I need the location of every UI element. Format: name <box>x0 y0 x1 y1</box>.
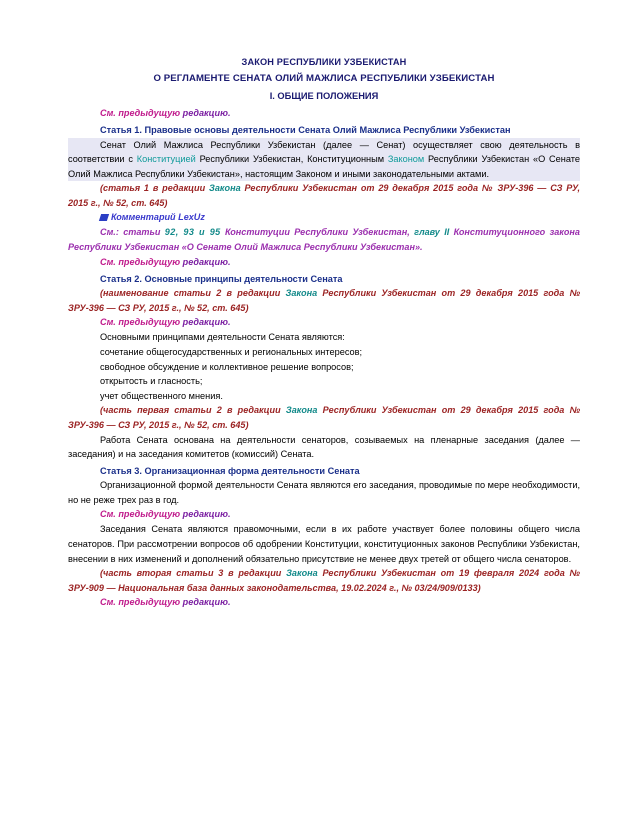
link-constitution-articles[interactable]: 92, 93 и 95 <box>164 227 221 238</box>
article-2-attrib-post: Республики Узбекистан от 29 декабря 2015 года № ЗРУ-396 — СЗ РУ, 2015 г., № 52, ст. 645) <box>68 288 581 313</box>
lexuz-comment-label: Комментарий LexUz <box>111 212 205 223</box>
article-2-attrib2-post: Республики Узбекистан от 29 декабря 2015 года № ЗРУ-396 — СЗ РУ, 2015 г., № 52, ст. 645) <box>68 405 580 430</box>
flag-icon <box>99 214 109 221</box>
article-1-body <box>68 138 580 182</box>
article-2-closing-body: Работа Сената основана на деятельности сенаторов, созываемых на пленарные заседания (далее — заседания) и на заседания комитетов (комиссий) Сената. <box>68 434 580 460</box>
article-3-attrib-post: Республики Узбекистан от 19 февраля 2024 года № ЗРУ-909 — Национальная база данных законодательства, 19.02.2024 г., № 03/24/909/0133) <box>68 568 580 593</box>
see-previous-edition-4-text-b: редакцию. <box>180 509 231 520</box>
link-constitutional-law[interactable]: Законом <box>387 154 425 165</box>
article-2-heading: Статья 2. Основные принципы деятельности Сената <box>100 273 343 284</box>
article-1-attribution <box>68 181 580 210</box>
see-also-post: Конституционного закона Республики Узбекистан «О Сенате Олий Мажлиса Республики Узбекистан». <box>68 227 580 253</box>
link-law-reference-3[interactable]: Закона <box>285 405 318 416</box>
article-2-attrib-pre: (наименование статьи 2 в редакции <box>100 288 286 299</box>
article-2-principle-2: свободное обсуждение и коллективное решение вопросов; <box>100 361 354 372</box>
article-2-title-attribution <box>68 286 580 315</box>
document-header <box>68 55 580 104</box>
see-also-mid: Конституции Республики Узбекистан, <box>220 227 415 238</box>
see-previous-edition-5-text-a: См. предыдущую <box>100 597 181 608</box>
article-1-body-part1: Сенат Олий Мажлиса Республики Узбекистан (далее — Сенат) осуществляет свою деятельность в соответствии с <box>68 139 580 165</box>
article-2-principle-4: учет общественного мнения. <box>100 390 223 401</box>
see-previous-edition-5-text-b: редакцию. <box>180 597 231 608</box>
article-3-body-1: Организационной формой деятельности Сената являются его заседания, проводимые по мере необходимости, но не реже трех раз в год. <box>68 480 580 505</box>
article-1-see-also <box>68 225 580 254</box>
article-3-attribution <box>68 566 580 595</box>
see-also-pre: См.: статьи <box>100 227 165 238</box>
article-1-heading: Статья 1. Правовые основы деятельности Сената Олий Мажлиса Республики Узбекистан <box>100 125 511 135</box>
article-3-body-2: Заседания Сената являются правомочными, если в их работе участвует более половины общего числа сенаторов. При рассмотрении вопросов об одобрении Конституции, конституционных законов Республики Узбекистан, внесении в них изменений и дополнений обязательно присутствие не менее двух третей от общего числа сенаторов. <box>68 524 580 564</box>
article-3-heading: Статья 3. Организационная форма деятельности Сената <box>100 465 360 476</box>
see-previous-edition-link[interactable] <box>68 106 580 121</box>
link-law-reference-2[interactable]: Закона <box>285 288 318 299</box>
article-1-attrib-post: Республики Узбекистан от 29 декабря 2015 года № ЗРУ-396 — СЗ РУ, 2015 г., № 52, ст. 645) <box>68 183 580 208</box>
see-previous-edition-link-3[interactable] <box>68 315 580 330</box>
article-2-part1-attribution <box>68 403 580 432</box>
see-previous-edition-2-text-a: См. предыдущую <box>100 256 181 267</box>
link-constitution[interactable]: Конституцией <box>136 154 196 165</box>
lexuz-comment[interactable] <box>68 210 580 225</box>
see-previous-edition-link-2[interactable] <box>68 255 580 270</box>
link-chapter-two[interactable]: главу II <box>414 227 450 238</box>
see-previous-edition-2-text-b: редакцию. <box>180 256 231 267</box>
article-2-intro: Основными принципами деятельности Сената являются: <box>100 332 345 343</box>
see-previous-edition-3-text-b: редакцию. <box>180 317 231 328</box>
article-3-attrib-pre: (часть вторая статьи 3 в редакции <box>100 568 287 579</box>
see-previous-edition-link-5[interactable] <box>68 595 580 610</box>
article-2-principle-3: открытость и гласность; <box>100 376 203 387</box>
see-previous-edition-3-text-a: См. предыдущую <box>100 317 181 328</box>
law-type-title: ЗАКОН РЕСПУБЛИКИ УЗБЕКИСТАН <box>241 57 407 67</box>
link-law-reference-4[interactable]: Закона <box>286 568 318 579</box>
article-1-body-part2: Республики Узбекистан, Конституционным <box>195 154 388 165</box>
see-previous-edition-4-text-a: См. предыдущую <box>100 509 181 520</box>
link-law-reference[interactable]: Закона <box>209 183 241 194</box>
article-2-principle-1: сочетание общегосударственных и региональных интересов; <box>100 346 363 357</box>
article-1-body-part3: Республики Узбекистан «О Сенате Олий Мажлиса Республики Узбекистан», настоящим Законом и иными законодательными актами. <box>68 154 580 179</box>
article-2-attrib2-pre: (часть первая статьи 2 в редакции <box>100 405 286 416</box>
article-1-attrib-pre: (статья 1 в редакции <box>100 183 210 194</box>
see-previous-edition-link-4[interactable] <box>68 507 580 522</box>
see-previous-edition-text-b: редакцию. <box>180 108 231 118</box>
section-heading: I. ОБЩИЕ ПОЛОЖЕНИЯ <box>269 91 379 101</box>
see-previous-edition-text-a: См. предыдущую <box>100 108 181 118</box>
law-name-title: О РЕГЛАМЕНТЕ СЕНАТА ОЛИЙ МАЖЛИСА РЕСПУБЛИКИ УЗБЕКИСТАН <box>153 73 495 84</box>
